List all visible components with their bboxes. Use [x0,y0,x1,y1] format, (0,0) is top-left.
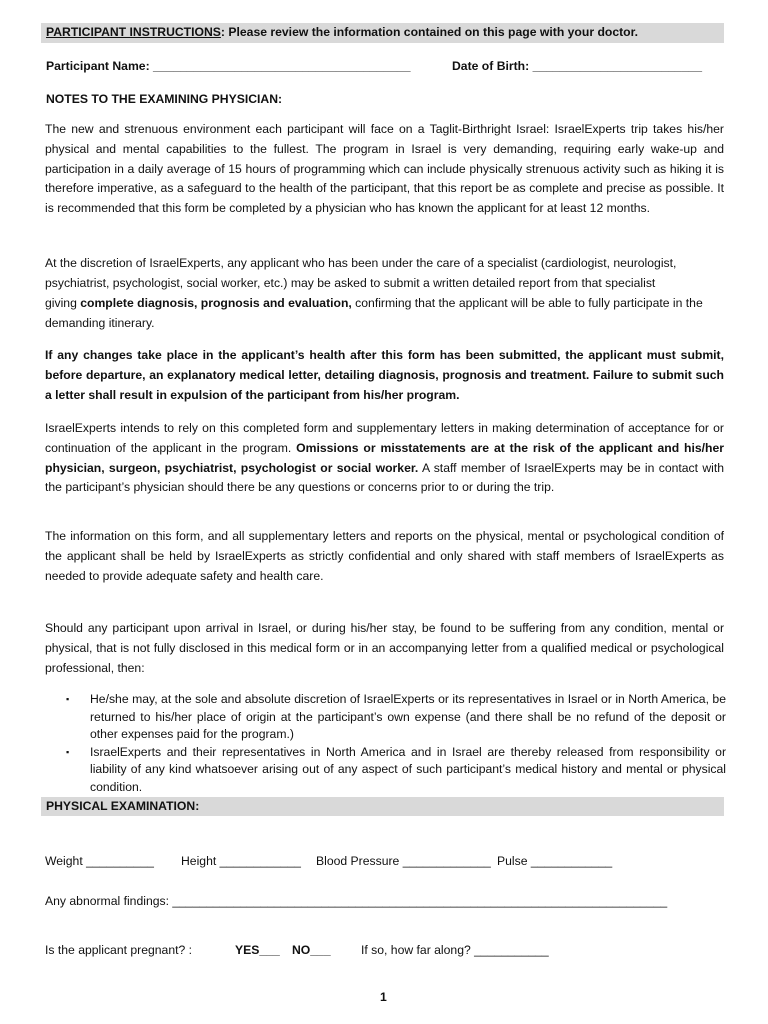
notes-heading: NOTES TO THE EXAMINING PHYSICIAN: [46,92,283,106]
specialist-line-3-post: confirming that the applicant will be able to fully participate in the [351,296,703,310]
pregnant-question: Is the applicant pregnant? : [45,943,193,957]
instructions-header-label: PARTICIPANT INSTRUCTIONS [46,25,221,39]
paragraph-specialist-line-3 [45,296,703,310]
physical-exam-heading: PHYSICAL EXAMINATION: [46,799,200,813]
specialist-line-3-bold: complete diagnosis, prognosis and evaluation, [80,296,352,310]
consequences-list [66,691,726,797]
paragraph-reliance [45,419,724,498]
abnormal-findings-field[interactable]: Any abnormal findings: _________________________________________________________________________ [45,894,668,908]
bullet-text-2: IsraelExperts and their representatives in North America and in Israel are thereby released from responsibility or liability of any kind whatsoever arising out of any aspect of such participant’s medical history and mental or physical condition. [90,744,726,794]
pregnant-yes-option[interactable]: YES___ [235,943,280,957]
page-number: 1 [380,990,387,1004]
paragraph-specialist-line-4: demanding itinerary. [45,316,155,330]
reliance-text-a: IsraelExperts intends to rely on this completed form and supplementary letters in making determination of acceptance for or continuation of the applicant in the program. [45,421,724,455]
bullet-icon: ▪ [66,746,70,757]
specialist-line-3-pre: giving [45,296,81,310]
height-field[interactable]: Height ____________ [181,854,301,868]
blood-pressure-field[interactable]: Blood Pressure _____________ [316,854,491,868]
reliance-text-bold: Omissions or misstatements are at the risk of the applicant and his/her physician, surgeon, psychiatrist, psychologist or social worker. [45,440,724,475]
list-item [66,691,726,744]
participant-name-field[interactable]: Participant Name: ______________________________________ [46,59,411,73]
paragraph-confidentiality: The information on this form, and all supplementary letters and reports on the physical, mental or psychological condition of the applicant shall be held by IsraelExperts as strictly confidential and only shared with staff members of IsraelExperts as needed to provide adequate safety and health care. [45,529,724,583]
weight-field[interactable]: Weight __________ [45,854,154,868]
paragraph-specialist-line-2: psychiatrist, psychologist, social worker, etc.) may be asked to submit a written detailed report from that specialist [45,276,656,290]
pregnant-no-option[interactable]: NO___ [292,943,331,957]
reliance-text-b: A staff member of IsraelExperts may be in contact with the participant’s physician should there be any questions or concerns prior to or during the trip. [45,460,724,495]
bullet-text-1: He/she may, at the sole and absolute discretion of IsraelExperts or its representatives in Israel or in North America, be returned to his/her place of origin at the participant’s own expense (and there shall be no refund of the deposit or other expenses paid for the program.) [90,692,726,742]
pulse-field[interactable]: Pulse ____________ [497,854,613,868]
date-of-birth-field[interactable]: Date of Birth: _________________________ [452,59,703,73]
paragraph-health-changes: If any changes take place in the applicant’s health after this form has been submitted, the applicant must submit, before departure, an explanatory medical letter, detailing diagnosis, prognosis and treatment. Failure to submit such a letter shall result in expulsion of the participant from his/her program. [45,348,724,402]
paragraph-undisclosed-condition: Should any participant upon arrival in Israel, or during his/her stay, be found to be suffering from any condition, mental or physical, that is not fully disclosed in this medical form or in an accompanying letter from a qualified medical or psychological professional, then: [45,621,724,675]
pregnancy-duration-field[interactable]: If so, how far along? ___________ [361,943,549,957]
paragraph-program-demands: The new and strenuous environment each participant will face on a Taglit-Birthright Israel: IsraelExperts trip takes his/her physical and mental capabilities to the fullest. The program in Israel is very demanding, requiring early wake-up and participation in a daily average of 15 hours of programming which can include physically strenuous activity such as hiking it is therefore imperative, as a safeguard to the health of the participant, that this report be as complete and precise as possible. It is recommended that this form be completed by a physician who has known the applicant for at least 12 months. [45,122,724,216]
bullet-icon: ▪ [66,694,70,704]
instructions-header-text: : Please review the information contained on this page with your doctor. [220,25,639,39]
list-item [66,744,726,797]
paragraph-specialist-line-1: At the discretion of IsraelExperts, any applicant who has been under the care of a specialist (cardiologist, neurologist, [45,256,677,270]
instructions-header [46,25,638,39]
